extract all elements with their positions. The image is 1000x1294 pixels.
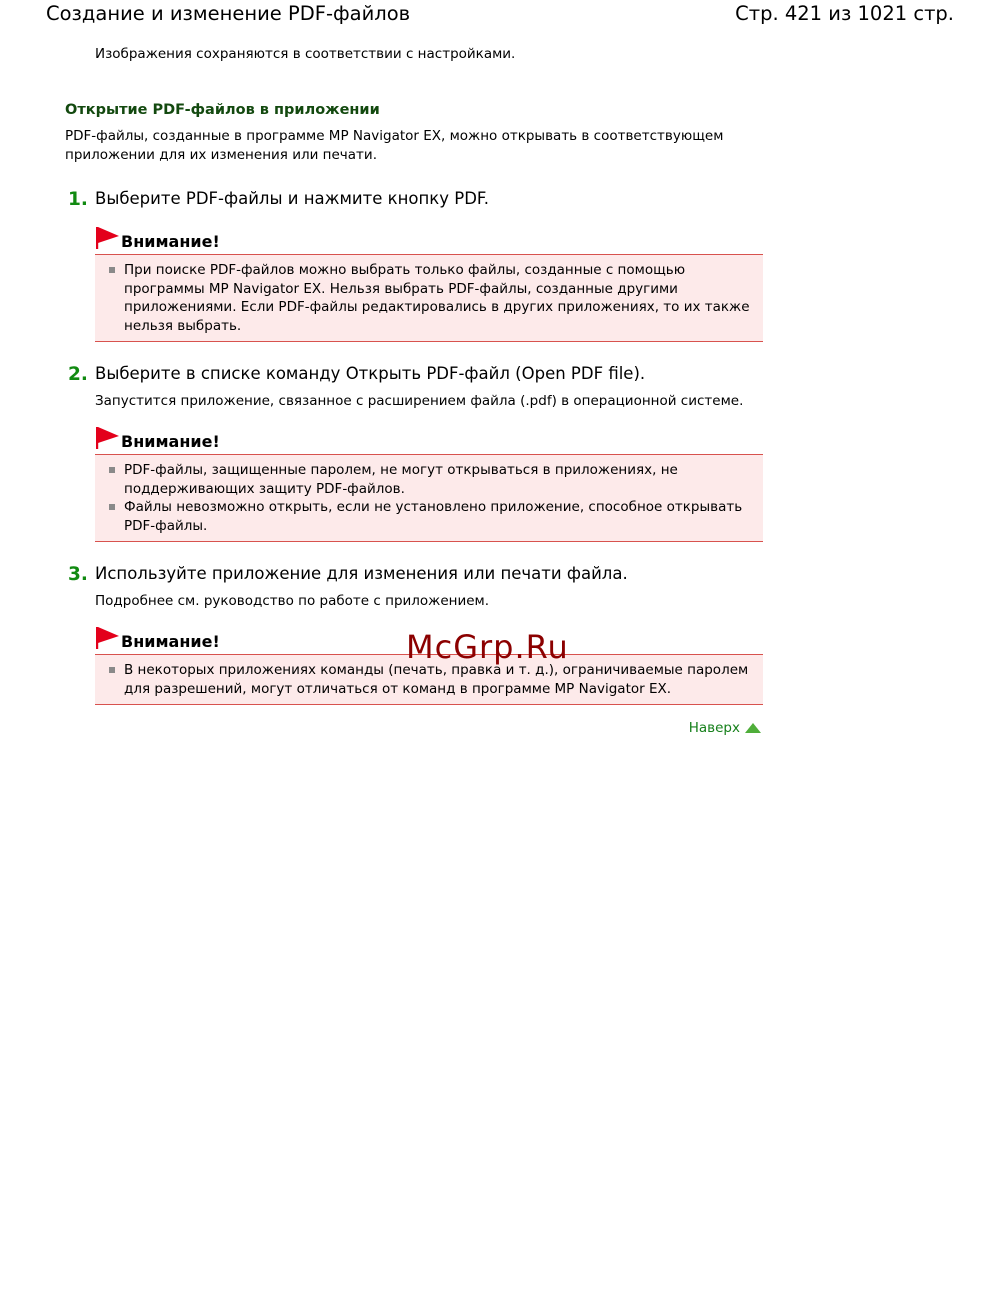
caution-box bbox=[95, 254, 763, 342]
step-number: 1. bbox=[68, 189, 88, 210]
intro-text: Изображения сохраняются в соответствии с настройками. bbox=[95, 46, 516, 62]
caution-item-text: При поиске PDF-файлов можно выбрать только файлы, созданные с помощью программы MP Navigator EX. Нельзя выбрать PDF-файлы, созданные другими приложениями. Если PDF-файлы редактировались в других приложениях, то их также нельзя выбрать. bbox=[124, 262, 750, 334]
warning-flag-icon bbox=[95, 426, 121, 450]
step-title: Выберите в списке команду Открыть PDF-файл (Open PDF file). bbox=[95, 364, 646, 383]
step-number: 3. bbox=[68, 564, 88, 585]
caution-header bbox=[95, 226, 763, 254]
up-arrow-icon bbox=[744, 722, 762, 734]
bullet-icon bbox=[109, 504, 115, 510]
page-counter: Стр. 421 из 1021 стр. bbox=[735, 2, 954, 25]
caution-item-text: В некоторых приложениях команды (печать, правка и т. д.), ограничиваемые паролем для разрешений, могут отличаться от команд в программе MP Navigator EX. bbox=[124, 662, 749, 697]
document-title: Создание и изменение PDF-файлов bbox=[46, 2, 411, 25]
warning-flag-icon bbox=[95, 626, 121, 650]
caution-item bbox=[95, 461, 763, 498]
page-header bbox=[0, 0, 1000, 30]
step-text: Запустится приложение, связанное с расширением файла (.pdf) в операционной системе. bbox=[95, 393, 744, 409]
back-to-top-label: Наверх bbox=[688, 720, 740, 736]
caution-block bbox=[95, 426, 763, 542]
caution-label: Внимание! bbox=[121, 432, 220, 451]
caution-header bbox=[95, 426, 763, 454]
caution-item bbox=[95, 661, 763, 698]
caution-label: Внимание! bbox=[121, 632, 220, 651]
caution-item-text: Файлы невозможно открыть, если не установлено приложение, способное открывать PDF-файлы. bbox=[124, 499, 743, 534]
watermark: McGrp.Ru bbox=[406, 628, 569, 666]
caution-item-text: PDF-файлы, защищенные паролем, не могут открываться в приложениях, не поддерживающих защиту PDF-файлов. bbox=[124, 462, 678, 497]
caution-item bbox=[95, 261, 763, 335]
back-to-top-link[interactable] bbox=[689, 720, 762, 736]
step-title: Выберите PDF-файлы и нажмите кнопку PDF. bbox=[95, 189, 490, 208]
bullet-icon bbox=[109, 467, 115, 473]
caution-block bbox=[95, 226, 763, 342]
section-description bbox=[65, 127, 765, 165]
section-description-line: PDF-файлы, созданные в программе MP Navigator EX, можно открывать в соответствующем bbox=[65, 128, 724, 144]
section-description-line: приложении для их изменения или печати. bbox=[65, 147, 377, 163]
step-title: Используйте приложение для изменения или печати файла. bbox=[95, 564, 628, 583]
bullet-icon bbox=[109, 667, 115, 673]
step-text: Подробнее см. руководство по работе с приложением. bbox=[95, 593, 490, 609]
warning-flag-icon bbox=[95, 226, 121, 250]
caution-box bbox=[95, 454, 763, 542]
step-number: 2. bbox=[68, 364, 88, 385]
bullet-icon bbox=[109, 267, 115, 273]
section-heading: Открытие PDF-файлов в приложении bbox=[65, 102, 380, 118]
caution-item bbox=[95, 498, 763, 535]
caution-label: Внимание! bbox=[121, 232, 220, 251]
